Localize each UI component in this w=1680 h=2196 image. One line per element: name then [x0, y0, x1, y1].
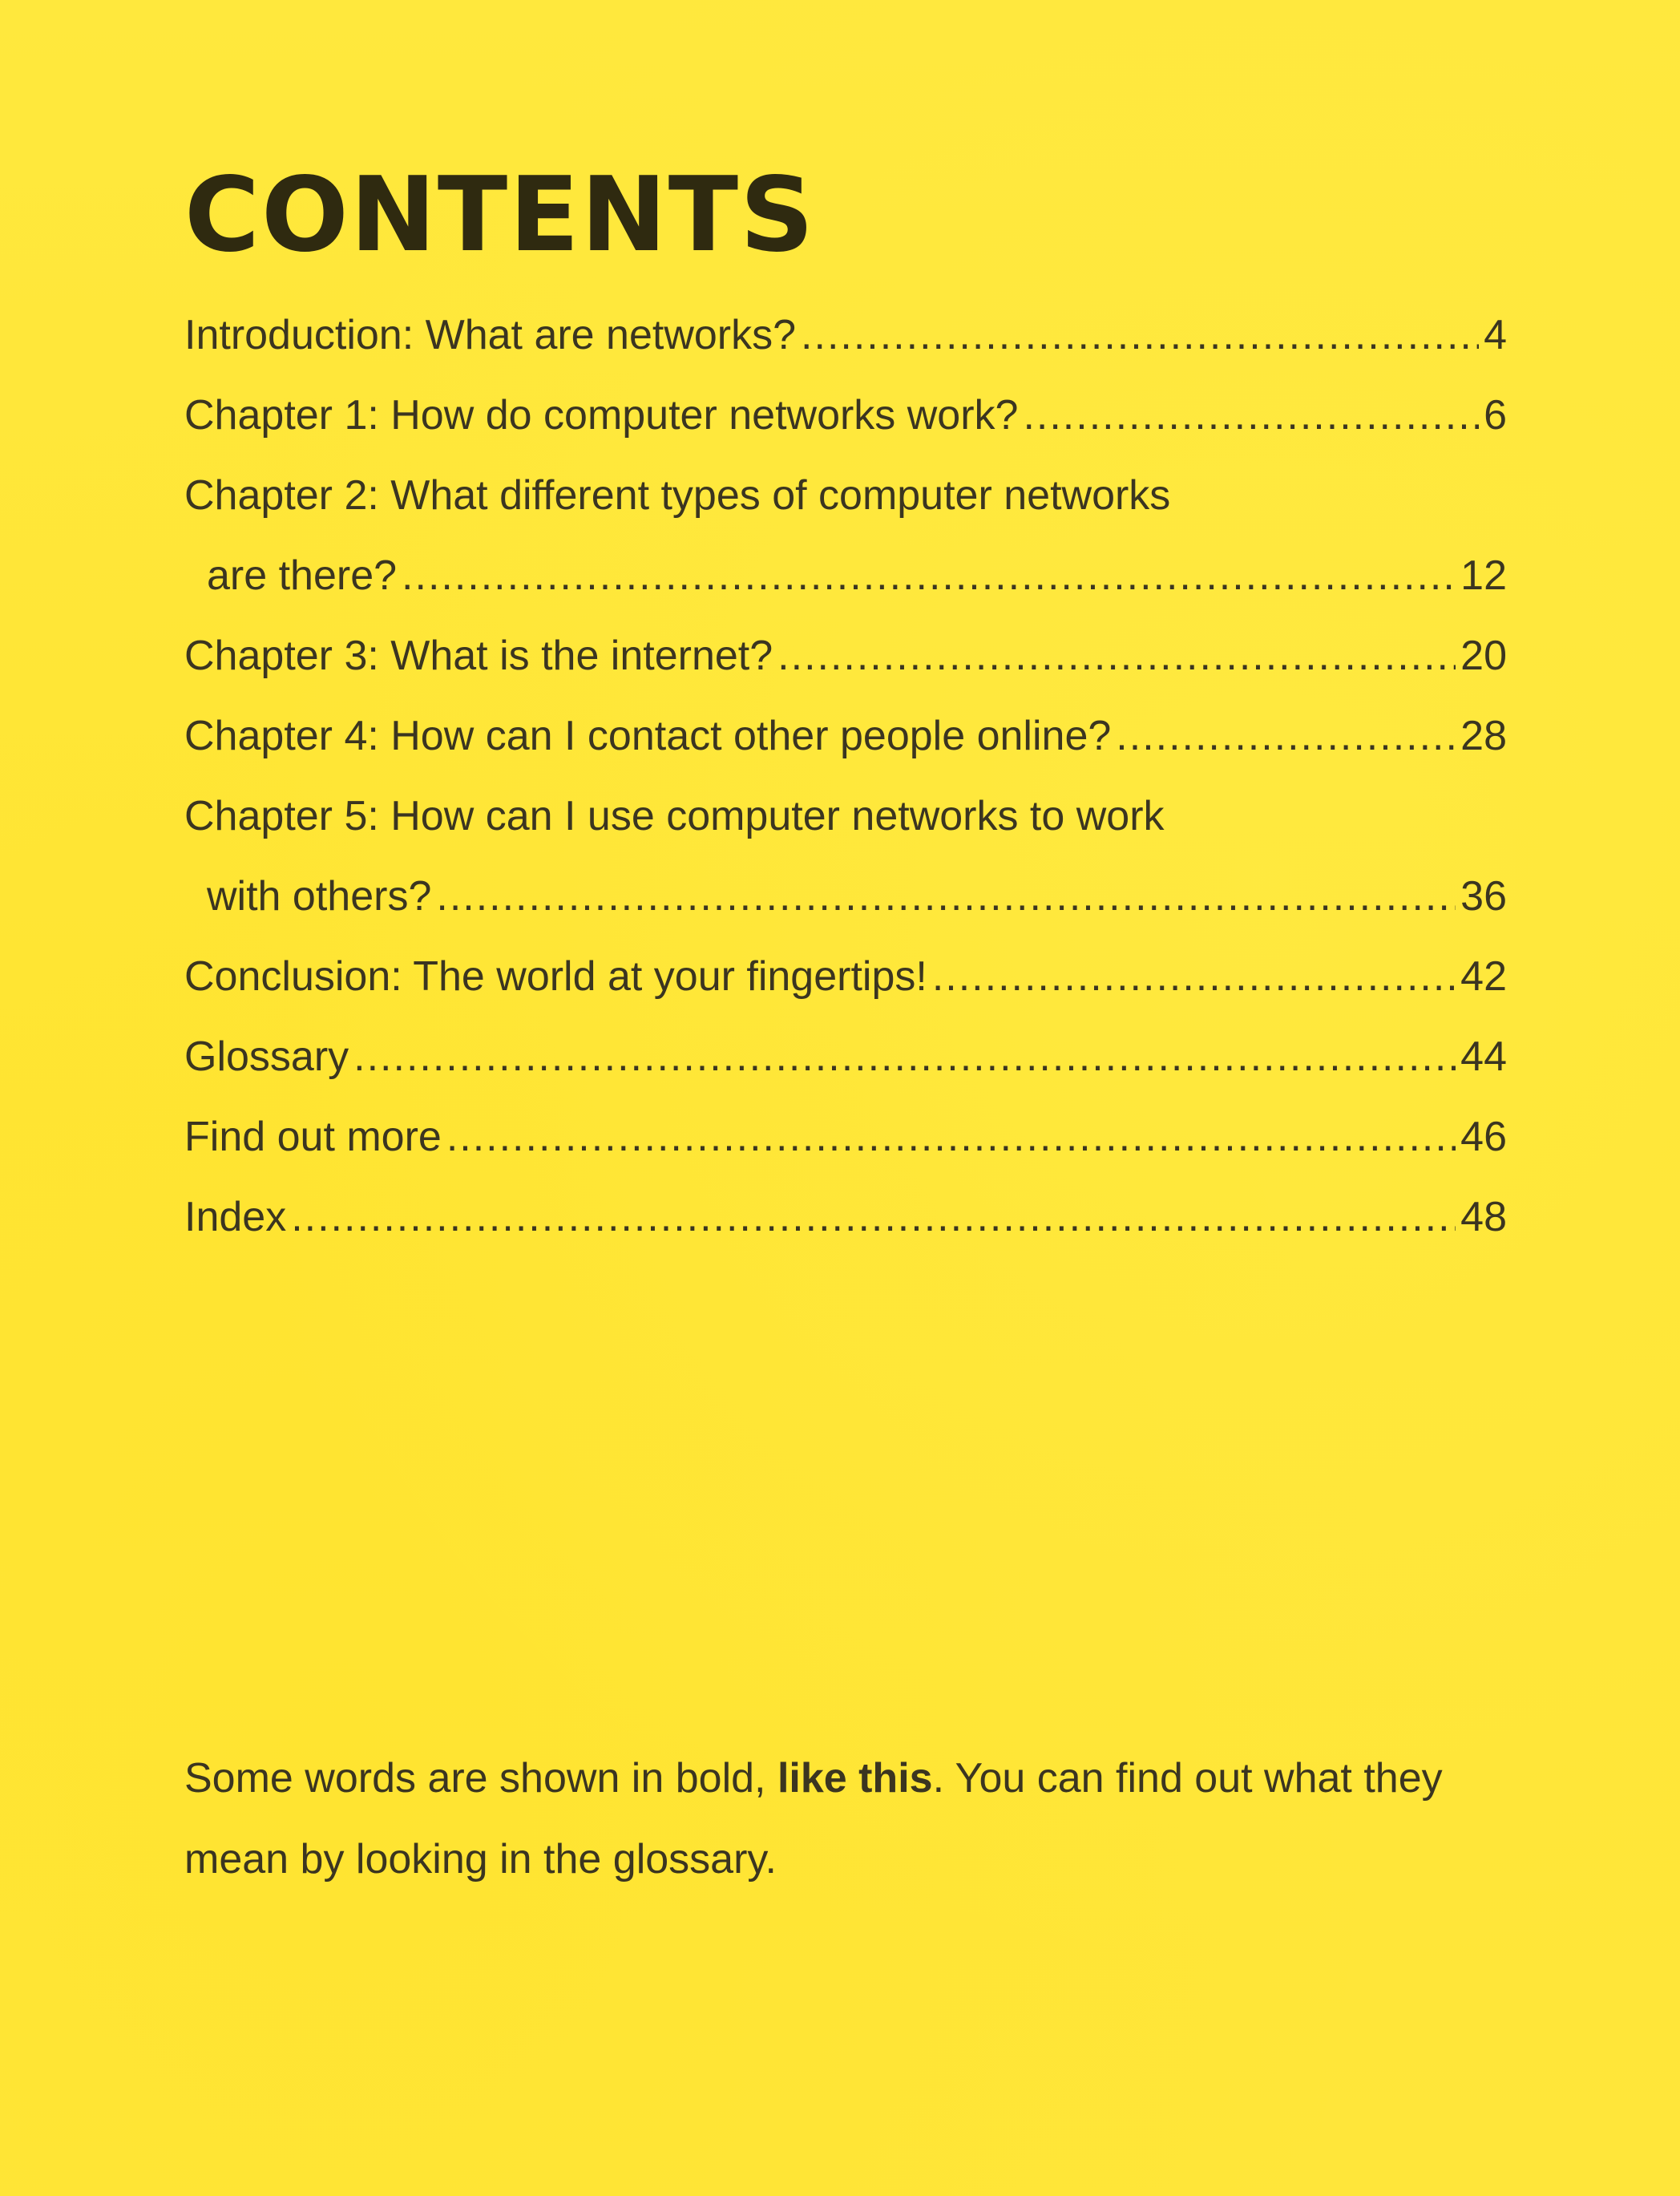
dot-leader — [291, 1177, 1456, 1257]
toc-page-number: 28 — [1460, 713, 1507, 759]
toc-entry-title: Chapter 2: What different types of computer networks — [184, 472, 1171, 519]
dot-leader — [777, 616, 1456, 696]
toc-line — [184, 616, 1507, 696]
toc-entry-title-continued: are there? — [207, 552, 398, 599]
toc-page-number: 44 — [1460, 1033, 1507, 1080]
toc-entry-title: Chapter 1: How do computer networks work? — [184, 392, 1019, 439]
toc-entry-chapter-3 — [184, 616, 1507, 696]
dot-leader — [932, 936, 1456, 1017]
toc-entry-conclusion — [184, 936, 1507, 1017]
toc-entry-title: Glossary — [184, 1033, 349, 1080]
toc-entry-title: Chapter 5: How can I use computer networks to work — [184, 793, 1165, 839]
glossary-note — [184, 1738, 1531, 1900]
toc-page-number: 48 — [1460, 1194, 1507, 1240]
toc-line — [184, 1097, 1507, 1177]
toc-page-number: 20 — [1460, 633, 1507, 679]
toc-entry-chapter-5 — [184, 776, 1507, 936]
toc-page-number: 4 — [1484, 312, 1507, 358]
toc-entry-title: Index — [184, 1194, 287, 1240]
toc-page-number: 42 — [1460, 953, 1507, 1000]
toc-entry-title: Introduction: What are networks? — [184, 312, 797, 358]
dot-leader — [402, 536, 1456, 616]
toc-entry-title: Conclusion: The world at your fingertips! — [184, 953, 927, 1000]
toc-entry-title: Find out more — [184, 1114, 442, 1160]
toc-entry-title: Chapter 4: How can I contact other people online? — [184, 713, 1112, 759]
toc-line — [184, 295, 1507, 375]
bold-example: like this — [777, 1755, 933, 1802]
toc-line — [184, 375, 1507, 455]
dot-leader — [446, 1097, 1456, 1177]
page-title: CONTENTS — [184, 156, 816, 275]
toc-line-continued — [184, 856, 1507, 936]
toc-entry-glossary — [184, 1017, 1507, 1097]
toc-entry-find-out-more — [184, 1097, 1507, 1177]
toc-entry-title: Chapter 3: What is the internet? — [184, 633, 773, 679]
toc-entry-chapter-2 — [184, 455, 1507, 616]
dot-leader — [353, 1017, 1456, 1097]
dot-leader — [1116, 696, 1456, 776]
toc-line — [184, 776, 1507, 856]
toc-page-number: 12 — [1460, 552, 1507, 599]
toc-page-number: 36 — [1460, 873, 1507, 920]
toc-entry-introduction — [184, 295, 1507, 375]
toc-entry-index — [184, 1177, 1507, 1257]
dot-leader — [436, 856, 1456, 936]
glossary-note-text: Some words are shown in bold, — [184, 1755, 777, 1802]
glossary-note-text-end: . You can find out what they mean by looking in the glossary. — [184, 1755, 1443, 1883]
toc-line-continued — [184, 536, 1507, 616]
toc-line — [184, 936, 1507, 1017]
table-of-contents — [184, 295, 1507, 1257]
toc-entry-chapter-1 — [184, 375, 1507, 455]
toc-line — [184, 1177, 1507, 1257]
toc-entry-title-continued: with others? — [207, 873, 432, 920]
dot-leader — [1023, 375, 1479, 455]
toc-page-number: 46 — [1460, 1114, 1507, 1160]
toc-page-number: 6 — [1484, 392, 1507, 439]
toc-line — [184, 1017, 1507, 1097]
toc-line — [184, 696, 1507, 776]
dot-leader — [801, 295, 1479, 375]
toc-line — [184, 455, 1507, 536]
toc-entry-chapter-4 — [184, 696, 1507, 776]
